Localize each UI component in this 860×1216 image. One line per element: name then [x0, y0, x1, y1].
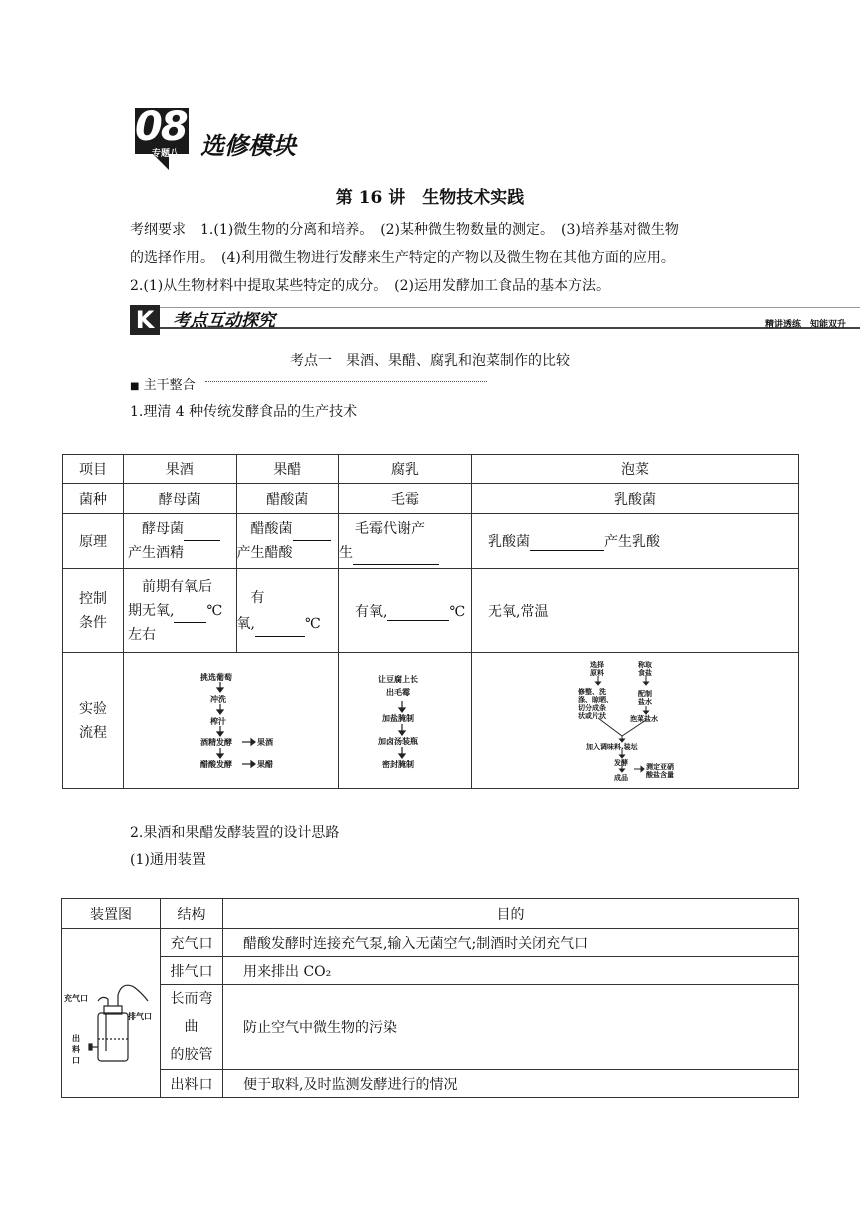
table-cell	[236, 514, 338, 569]
flow-step: 酒精发酵	[200, 737, 232, 747]
flow-step: 果酒	[257, 737, 273, 747]
device-diagram-cell	[62, 929, 161, 1098]
unit-text: ℃	[449, 603, 466, 620]
cell-text: 左右	[128, 626, 156, 643]
cell-text: 有	[250, 589, 265, 606]
banner-title: 考点互动探究	[173, 311, 275, 331]
cell-text: 有氧,	[355, 603, 388, 620]
structure-text: 曲	[184, 1019, 199, 1035]
flow-step: 修整、洗	[578, 687, 606, 696]
table-cell	[124, 514, 237, 569]
requirements-line2: 的选择作用。 (4)利用微生物进行发酵来生产特定的产物以及微生物在其他方面的应用。	[130, 250, 675, 266]
flow-step: 酸盐含量	[646, 770, 674, 779]
table-row	[63, 484, 799, 514]
table-cell: 乳酸菌	[472, 484, 799, 514]
cell-text: 酵母菌	[142, 521, 184, 537]
row-label	[63, 653, 124, 789]
chapter-sub: 专题八	[152, 149, 180, 159]
fill-blank	[255, 622, 305, 637]
cell-text: 产生酒精	[128, 545, 184, 561]
cell-text: 无氧,常温	[488, 603, 549, 620]
point-title: 考点一 果酒、果醋、腐乳和泡菜制作的比较	[290, 353, 570, 369]
cell-text: 醋酸菌	[250, 521, 293, 537]
wine-vinegar-flow-cell	[124, 653, 339, 789]
sufu-flow-diagram	[340, 656, 470, 786]
cell-text: 前期有氧后	[142, 578, 212, 595]
flow-step: 原料	[590, 668, 604, 677]
table-cell	[124, 569, 237, 653]
table-row	[62, 1070, 799, 1098]
row-label-b: 条件	[79, 614, 107, 631]
fill-blank	[387, 606, 449, 621]
header-cell: 果醋	[236, 455, 338, 484]
header-cell: 果酒	[124, 455, 237, 484]
table-row	[62, 985, 799, 1070]
cell-text: 氧,	[236, 615, 255, 632]
table-cell: 毛霉	[339, 484, 472, 514]
header-cell: 装置图	[62, 899, 161, 929]
flow-step: 配制	[638, 689, 652, 698]
flow-step: 醋酸发酵	[200, 759, 232, 769]
unit-text: ℃	[304, 615, 321, 632]
main-label	[130, 374, 196, 393]
flow-step: 测定亚硝	[646, 762, 674, 771]
section2-subtitle: (1)通用装置	[130, 852, 206, 868]
fill-blank	[353, 550, 439, 565]
table-cell	[472, 569, 799, 653]
purpose-cell: 防止空气中微生物的污染	[223, 985, 799, 1070]
flow-step: 状或片状	[578, 711, 606, 720]
flow-step: 出毛霉	[386, 687, 410, 697]
row-label: 原理	[63, 514, 124, 569]
requirements-line1: 考纲要求 1.(1)微生物的分离和培养。 (2)某种微生物数量的测定。 (3)培养基对微生物	[130, 222, 679, 238]
section1-title: 1.理清 4 种传统发酵食品的生产技术	[130, 404, 358, 420]
cell-text: 产生醋酸	[236, 545, 293, 561]
flow-step: 切分成条	[578, 703, 606, 712]
wine-vinegar-flow-diagram	[124, 656, 338, 786]
flow-step: 成品	[614, 773, 628, 782]
table-cell	[472, 514, 799, 569]
banner-letter: K	[130, 305, 160, 335]
structure-cell: 充气口	[161, 929, 223, 957]
fill-blank	[530, 536, 604, 551]
table-row	[63, 514, 799, 569]
flow-step: 加卤汤装瓶	[378, 736, 418, 746]
fill-blank	[293, 526, 331, 541]
header-cell: 腐乳	[339, 455, 472, 484]
table-cell	[236, 569, 338, 653]
header-cell: 泡菜	[472, 455, 799, 484]
section2-title: 2.果酒和果醋发酵装置的设计思路	[130, 825, 340, 841]
dotted-leader	[205, 381, 487, 382]
flow-step: 食盐	[638, 668, 652, 677]
device-label: 排气口	[128, 1012, 152, 1021]
row-label: 菌种	[63, 484, 124, 514]
flow-step: 发酵	[614, 758, 628, 767]
table-cell: 酵母菌	[124, 484, 237, 514]
flow-step: 泡菜盐水	[630, 714, 658, 723]
unit-text: ℃	[206, 602, 223, 619]
table-row	[62, 957, 799, 985]
table-row	[63, 653, 799, 789]
fill-blank	[174, 608, 206, 623]
flow-step: 榨汁	[210, 716, 226, 726]
flow-step: 挑选葡萄	[200, 672, 232, 682]
flow-step: 冲洗	[210, 694, 226, 704]
device-label: 充气口	[64, 994, 88, 1003]
table-cell	[339, 569, 472, 653]
pickle-flow-cell	[472, 653, 799, 789]
device-label: 出	[72, 1034, 80, 1043]
row-label	[63, 569, 124, 653]
flow-step: 让豆腐上长	[378, 674, 418, 684]
header-cell: 项目	[63, 455, 124, 484]
structure-cell: 排气口	[161, 957, 223, 985]
table-header-row	[62, 899, 799, 929]
device-table	[61, 898, 799, 1098]
flow-step: 盐水	[638, 697, 652, 706]
table-cell	[339, 514, 472, 569]
fill-blank	[184, 526, 220, 541]
table-row	[62, 929, 799, 957]
banner-tagline: 精讲透练 知能双升	[765, 320, 847, 330]
cell-text: 乳酸菌	[488, 534, 530, 550]
cell-text: 生	[339, 545, 353, 561]
row-label-a: 实验	[79, 700, 107, 717]
purpose-cell: 便于取料,及时监测发酵进行的情况	[223, 1070, 799, 1098]
flow-step: 加入调味料,装坛	[586, 742, 638, 751]
cell-text: 毛霉代谢产	[355, 521, 425, 537]
table-row	[63, 569, 799, 653]
module-title: 选修模块	[200, 132, 296, 160]
flow-step: 密封腌制	[382, 759, 414, 769]
device-label: 口	[72, 1056, 80, 1065]
structure-text: 的胶管	[170, 1047, 213, 1063]
sufu-flow-cell	[339, 653, 472, 789]
structure-cell	[161, 985, 223, 1070]
structure-text: 长而弯	[170, 991, 213, 1007]
table-cell: 醋酸菌	[236, 484, 338, 514]
square-bullet-icon: ■	[130, 381, 140, 392]
flow-step: 涤、晾晒、	[578, 695, 613, 704]
flow-step: 加盐腌制	[382, 713, 414, 723]
device-label: 料	[72, 1045, 80, 1054]
table-header-row	[63, 455, 799, 484]
fermentation-device-diagram	[62, 943, 160, 1083]
flow-step: 选择	[590, 660, 604, 669]
fermentation-table	[62, 454, 799, 789]
flow-step: 称取	[638, 660, 652, 669]
row-label-b: 流程	[79, 724, 107, 741]
chapter-number: 08	[135, 104, 187, 150]
header-cell: 目的	[223, 899, 799, 929]
cell-text: 期无氧,	[128, 602, 175, 619]
requirements-line3: 2.(1)从生物材料中提取某些特定的成分。 (2)运用发酵加工食品的基本方法。	[130, 278, 611, 294]
lecture-title: 第 16 讲 生物技术实践	[335, 188, 525, 208]
purpose-cell: 醋酸发酵时连接充气泵,输入无菌空气;制酒时关闭充气口	[223, 929, 799, 957]
row-label-a: 控制	[79, 590, 107, 607]
flow-step: 果醋	[257, 759, 273, 769]
header-cell: 结构	[161, 899, 223, 929]
structure-cell: 出料口	[161, 1070, 223, 1098]
pickle-flow-diagram	[570, 656, 700, 786]
cell-text: 产生乳酸	[604, 534, 660, 550]
main-label-text: 主干整合	[143, 378, 196, 393]
purpose-cell: 用来排出 CO₂	[223, 957, 799, 985]
